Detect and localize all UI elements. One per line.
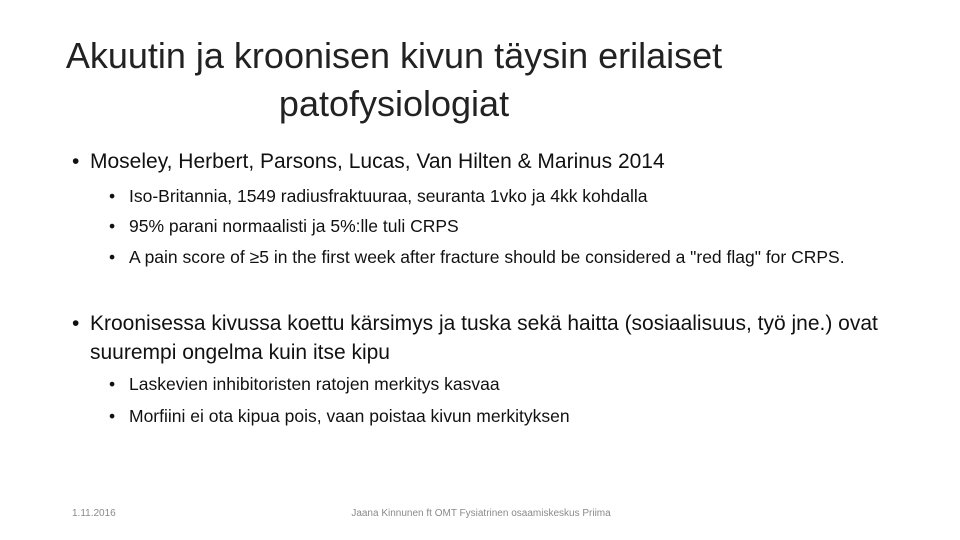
footer-author: Jaana Kinnunen ft OMT Fysiatrinen osaamiskeskus Priima [351, 508, 611, 519]
bullet-level2-recovery-rate [109, 213, 929, 240]
bullet-level1-citation [72, 147, 932, 176]
slide-title [14, 32, 774, 128]
bullet-text: Morfiini ei ota kipua pois, vaan poistaa kivun merkityksen [129, 406, 570, 426]
bullet-dot-icon: • [109, 406, 116, 426]
bullet-text: Moseley, Herbert, Parsons, Lucas, Van Hilten & Marinus 2014 [90, 150, 665, 173]
bullet-dot-icon: • [109, 247, 116, 267]
bullet-text: A pain score of ≥5 in the first week after fracture should be considered a "red flag" for CRPS. [129, 247, 845, 267]
footer-date: 1.11.2016 [72, 508, 116, 519]
bullet-text: 95% parani normaalisti ja 5%:lle tuli CRPS [129, 216, 459, 236]
bullet-dot-icon: • [109, 374, 116, 394]
bullet-level2-inhibitory-pathways [109, 371, 929, 398]
bullet-dot-icon: • [109, 216, 116, 236]
bullet-dot-icon: • [109, 186, 116, 206]
bullet-level2-morphine [109, 403, 929, 430]
bullet-level2-study-setting [109, 183, 929, 210]
bullet-dot-icon: • [72, 312, 80, 335]
bullet-text: Iso-Britannia, 1549 radiusfraktuuraa, seuranta 1vko ja 4kk kohdalla [129, 186, 648, 206]
bullet-level1-chronic-pain [72, 309, 912, 367]
slide-title-line-1: Akuutin ja kroonisen kivun täysin erilaiset [65, 35, 723, 76]
bullet-text: Laskevien inhibitoristen ratojen merkitys kasvaa [129, 374, 500, 394]
bullet-text: Kroonisessa kivussa koettu kärsimys ja tuska sekä haitta (sosiaalisuus, työ jne.) ovat suurempi ongelma kuin itse kipu [90, 312, 878, 364]
bullet-level2-red-flag [109, 244, 909, 271]
bullet-dot-icon: • [72, 150, 80, 173]
slide-title-line-2: patofysiologiat [278, 83, 510, 124]
